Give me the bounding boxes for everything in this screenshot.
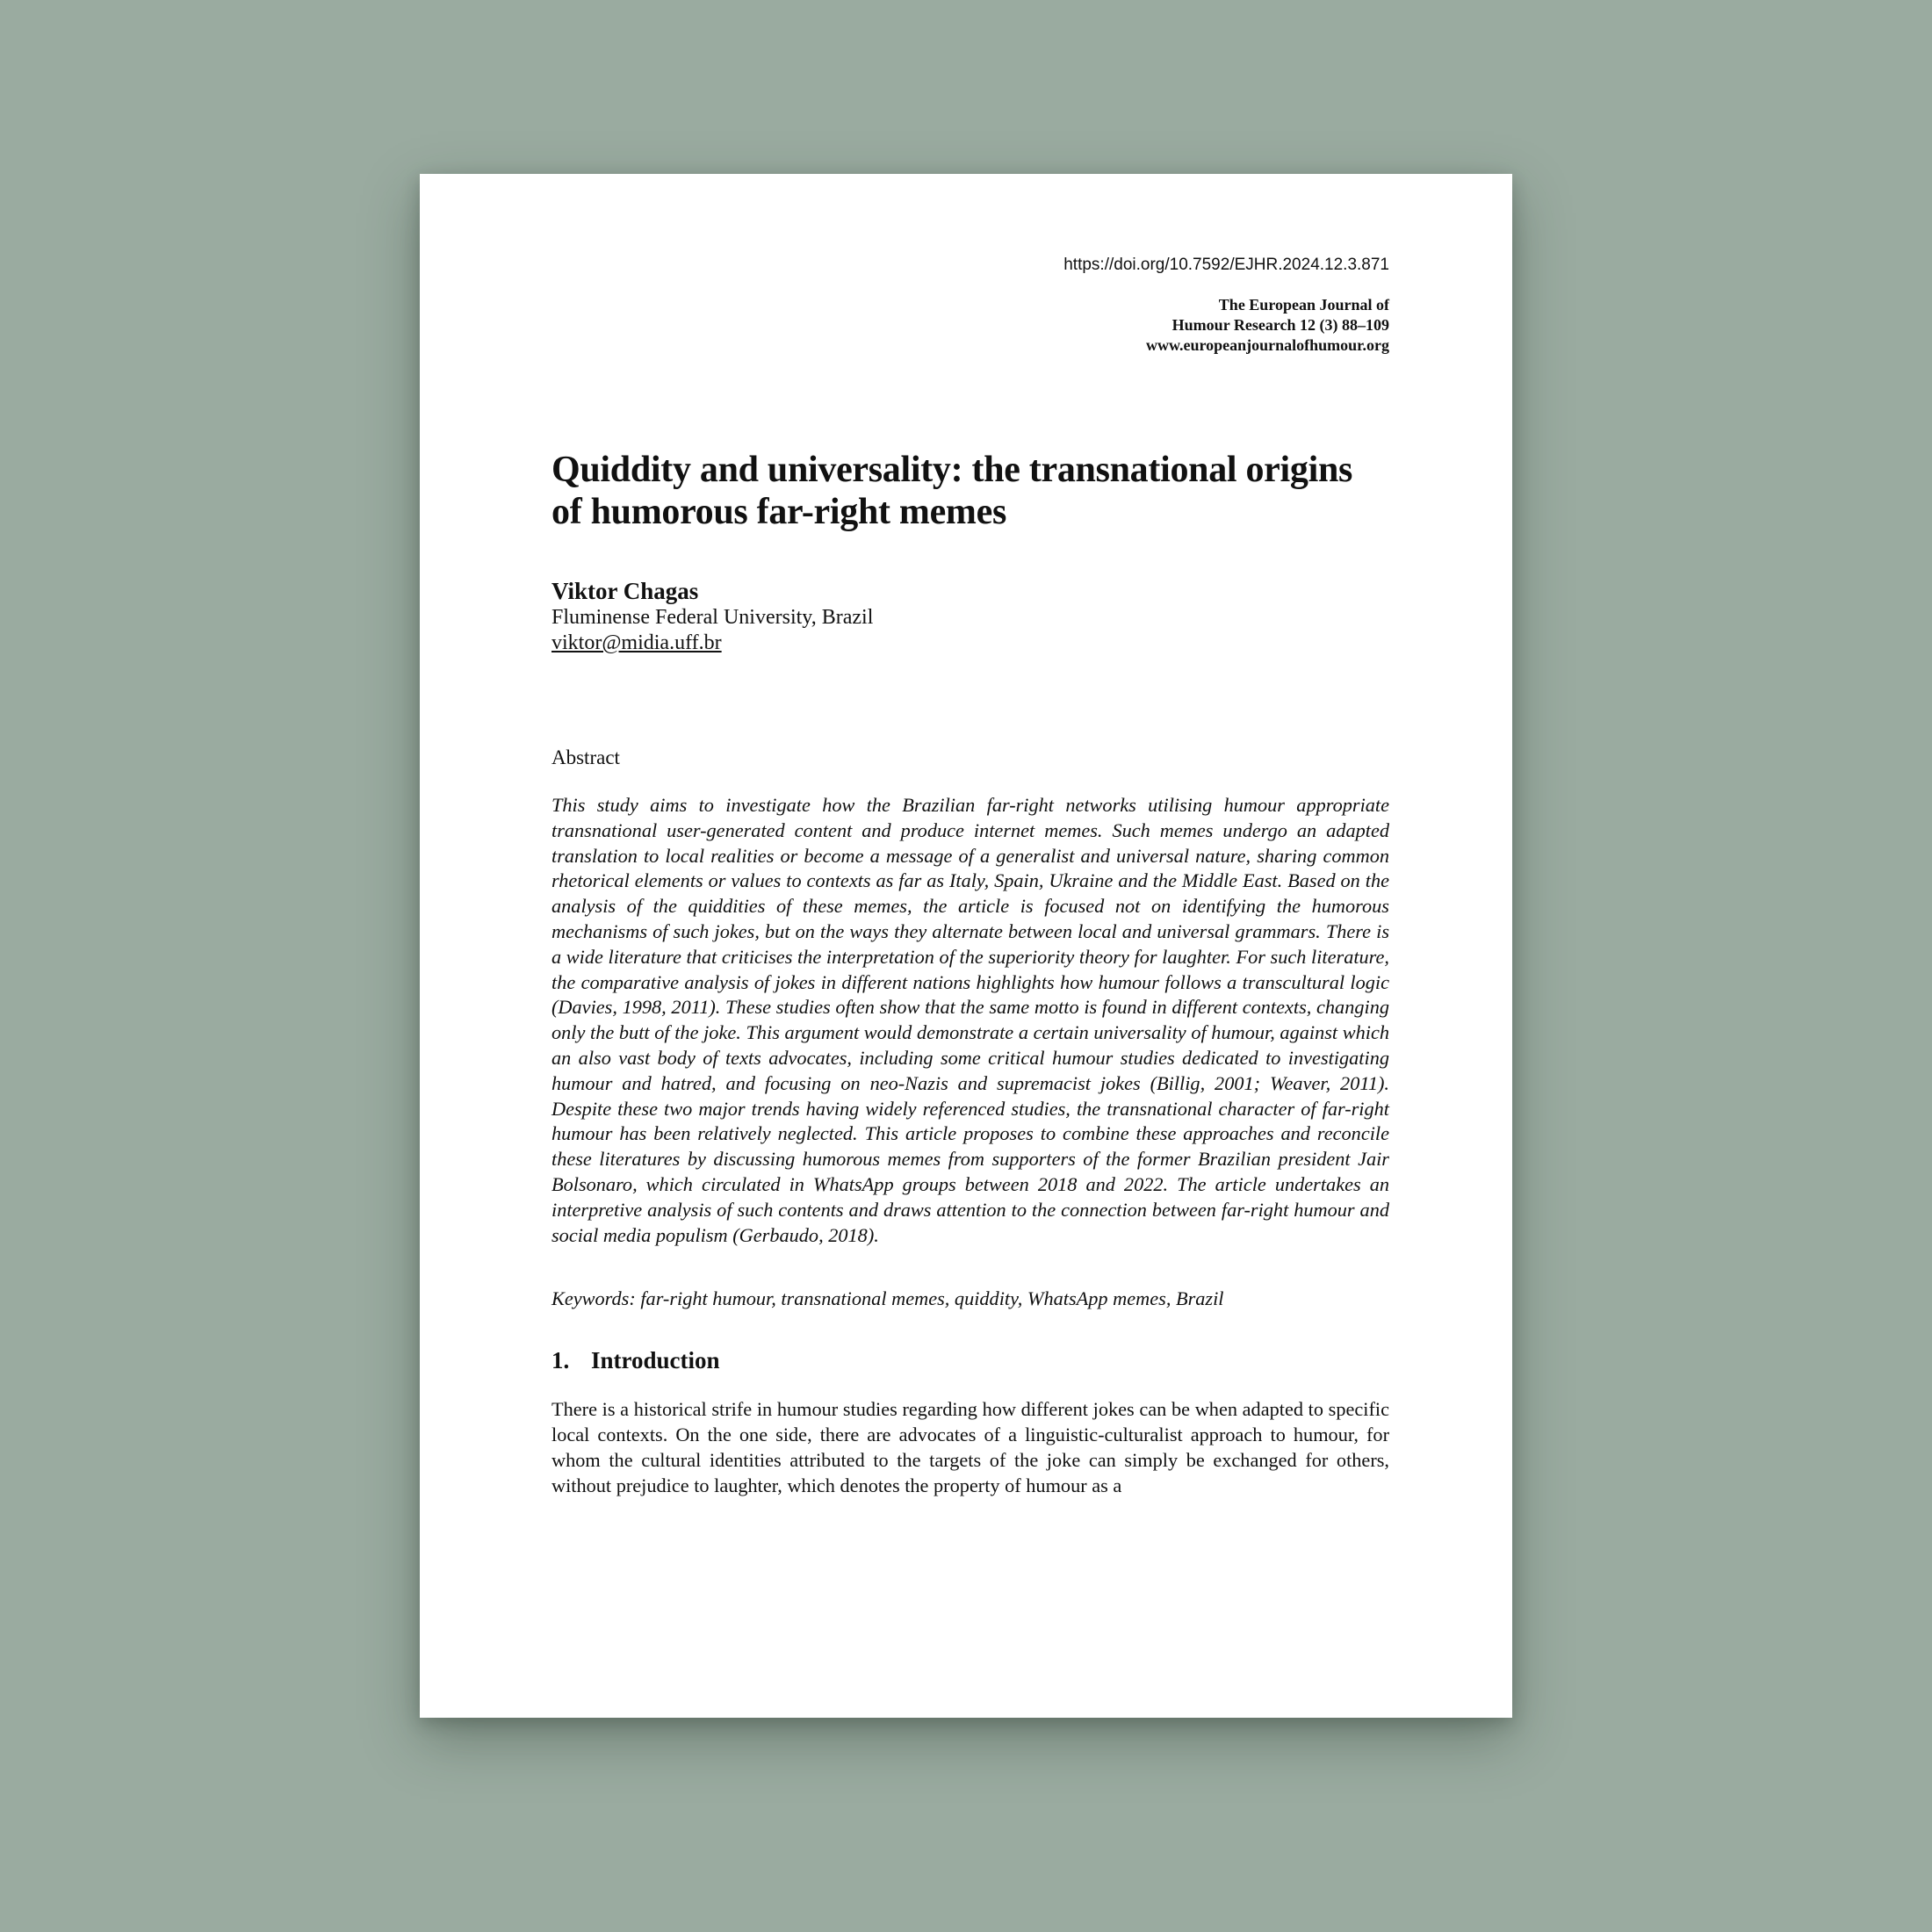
journal-name: The European Journal of [1218,296,1389,314]
section-title: Introduction [591,1347,720,1374]
doi-link[interactable]: https://doi.org/10.7592/EJHR.2024.12.3.871 [1063,256,1389,274]
section-heading-introduction [551,1346,1389,1374]
journal-info [551,295,1389,356]
section-number: 1. [551,1347,570,1374]
introduction-text: There is a historical strife in humour studies regarding how different jokes can be when adapted to specific local contexts. On the one side, there are advocates of a linguistic-culturalist approach to humour, for whom the cultural identities attributed to the targets of the joke can simply be exchanged for others, without prejudice to laughter, which denotes the property of humour as a [551,1398,1389,1496]
journal-website: www.europeanjournalofhumour.org [1145,336,1389,354]
abstract-text: This study aims to investigate how the Brazilian far-right networks utilising humour appropriate transnational user-generated content and produce internet memes. Such memes undergo an adapted translation to local realities or become a message of a generalist and universal nature, sharing common rhetorical elements or values to contexts as far as Italy, Spain, Ukraine and the Middle East. Based on the analysis of the quiddities of these memes, the article is focused not on identifying the humorous mechanisms of such jokes, but on the ways they alternate between local and universal grammars. There is a wide literature that criticises the interpretation of the superiority theory for laughter. For such literature, the comparative analysis of jokes in different nations highlights how humour follows a transcultural logic (Davies, 1998, 2011). These studies often show that the same motto is found in different contexts, changing only the butt of the joke. This argument would demonstrate a certain universality of humour, against which an also vast body of texts advocates, including some critical humour studies dedicated to investigating humour and hatred, and focusing on neo-Nazis and supremacist jokes (Billig, 2001; Weaver, 2011). Despite these two major trends having widely referenced studies, the transnational character of far-right humour has been relatively neglected. This article proposes to combine these approaches and reconcile these literatures by discussing humorous memes from supporters of the former Brazilian president Jair Bolsonaro, which circulated in WhatsApp groups between 2018 and 2022. The article undertakes an interpretive analysis of such contents and draws attention to the connection between far-right humour and social media populism (Gerbaudo, 2018). [551,794,1389,1246]
paper-page [420,174,1512,1718]
author-email[interactable]: viktor@midia.uff.br [551,631,722,654]
article-title: Quiddity and universality: the transnational origins of humorous far-right memes [551,450,1353,532]
abstract-heading: Abstract [551,746,620,768]
page-content [551,253,1389,1499]
keywords: Keywords: far-right humour, transnational memes, quiddity, WhatsApp memes, Brazil [551,1287,1224,1310]
author-name: Viktor Chagas [551,578,699,604]
journal-issue: Humour Research 12 (3) 88–109 [1171,316,1389,334]
author-affiliation: Fluminense Federal University, Brazil [551,606,874,629]
